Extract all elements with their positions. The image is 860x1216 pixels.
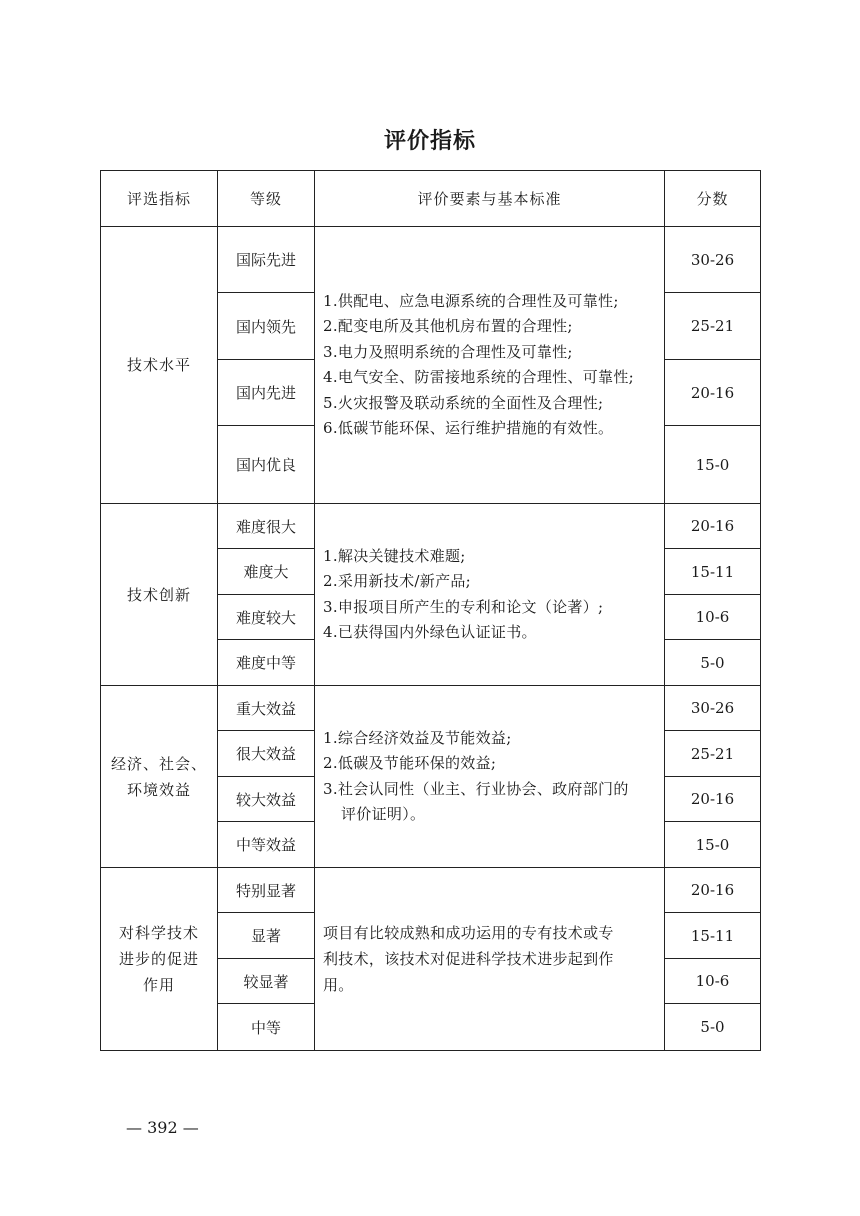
criterion-line: 技术创新: [126, 585, 191, 604]
table-row: [101, 504, 761, 549]
criterion-line: 经济、社会、: [110, 754, 207, 773]
score-cell: 25-21: [665, 293, 761, 360]
score-cell: 5-0: [665, 640, 761, 686]
standard-line: 5.火灾报警及联动系统的全面性及合理性;: [323, 393, 604, 412]
standard-line: 2.配变电所及其他机房布置的合理性;: [323, 317, 573, 335]
standard-line: 利技术，该技术对促进科学技术进步起到作: [323, 950, 614, 968]
header-score: 分数: [665, 171, 761, 227]
evaluation-table: [100, 170, 761, 1051]
page-title: 评价指标: [383, 129, 476, 154]
table-row: [101, 868, 761, 913]
level-cell: 难度很大: [218, 504, 315, 549]
criterion-cell: [101, 504, 218, 686]
criterion-line: 环境效益: [126, 780, 191, 799]
table-header-row: [101, 171, 761, 227]
score-cell: 10-6: [665, 959, 761, 1004]
level-cell: 国际先进: [218, 227, 315, 293]
score-cell: 20-16: [665, 360, 761, 426]
score-cell: 20-16: [665, 777, 761, 822]
level-cell: 很大效益: [218, 731, 315, 777]
level-cell: 中等效益: [218, 822, 315, 868]
table-row: [101, 686, 761, 731]
standard-line: 3.电力及照明系统的合理性及可靠性;: [323, 342, 573, 361]
standard-line: 3.申报项目所产生的专利和论文（论著）;: [323, 597, 604, 616]
level-cell: 重大效益: [218, 686, 315, 731]
criterion-line: 技术水平: [126, 356, 191, 374]
score-cell: 20-16: [665, 868, 761, 913]
page-number: — 392 —: [126, 1118, 199, 1137]
standard-cell: [315, 504, 665, 686]
standard-line: 用。: [323, 976, 354, 994]
score-cell: 5-0: [665, 1004, 761, 1051]
score-cell: 15-0: [665, 822, 761, 868]
criterion-line: 对科学技术: [118, 924, 199, 942]
level-cell: 较显著: [218, 959, 315, 1004]
standard-cell: [315, 686, 665, 868]
standard-line: 评价证明）。: [341, 805, 426, 823]
level-cell: 国内先进: [218, 360, 315, 426]
table-row: [101, 227, 761, 293]
header-criterion: 评选指标: [101, 171, 218, 227]
level-cell: 国内领先: [218, 293, 315, 360]
standard-line: 2.采用新技术/新产品;: [323, 572, 472, 590]
header-level: 等级: [218, 171, 315, 227]
criterion-cell: [101, 686, 218, 868]
level-cell: 特别显著: [218, 868, 315, 913]
score-cell: 15-11: [665, 913, 761, 959]
standard-line: 1.供配电、应急电源系统的合理性及可靠性;: [323, 291, 619, 310]
level-cell: 中等: [218, 1004, 315, 1051]
standard-line: 4.已获得国内外绿色认证证书。: [323, 623, 537, 641]
standard-cell: [315, 868, 665, 1051]
criterion-line: 进步的促进: [118, 950, 199, 968]
standard-cell: [315, 227, 665, 504]
level-cell: 显著: [218, 913, 315, 959]
level-cell: 难度中等: [218, 640, 315, 686]
header-standard: 评价要素与基本标准: [315, 171, 665, 227]
standard-line: 4.电气安全、防雷接地系统的合理性、可靠性;: [323, 368, 634, 386]
criterion-cell: [101, 227, 218, 504]
criterion-cell: [101, 868, 218, 1051]
standard-line: 3.社会认同性（业主、行业协会、政府部门的: [323, 779, 629, 798]
standard-line: 2.低碳及节能环保的效益;: [323, 754, 497, 772]
score-cell: 30-26: [665, 227, 761, 293]
score-cell: 15-0: [665, 426, 761, 504]
score-cell: 30-26: [665, 686, 761, 731]
standard-line: 1.综合经济效益及节能效益;: [323, 728, 512, 747]
level-cell: 难度大: [218, 549, 315, 595]
level-cell: 难度较大: [218, 595, 315, 640]
criterion-line: 作用: [142, 976, 175, 994]
level-cell: 国内优良: [218, 426, 315, 504]
score-cell: 20-16: [665, 504, 761, 549]
standard-line: 6.低碳节能环保、运行维护措施的有效性。: [323, 419, 614, 437]
standard-line: 1.解决关键技术难题;: [323, 546, 466, 565]
score-cell: 25-21: [665, 731, 761, 777]
standard-line: 项目有比较成熟和成功运用的专有技术或专: [323, 924, 614, 942]
level-cell: 较大效益: [218, 777, 315, 822]
score-cell: 10-6: [665, 595, 761, 640]
score-cell: 15-11: [665, 549, 761, 595]
